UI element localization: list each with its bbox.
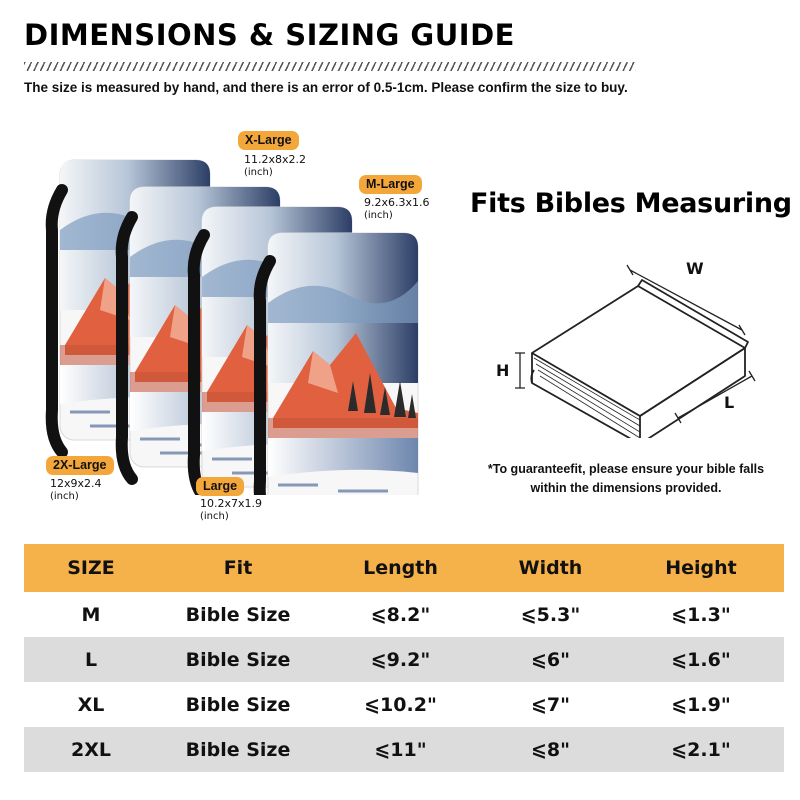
table-row: [24, 637, 784, 682]
cell-height: ⩽1.6": [618, 637, 784, 682]
note-line-2: within the dimensions provided.: [530, 481, 722, 495]
size-dims-2x-large: [50, 477, 102, 503]
size-dims-x-large: [244, 153, 306, 179]
book-dimension-diagram: [490, 248, 780, 438]
width-label: W: [686, 259, 704, 278]
cell-fit: Bible Size: [158, 637, 318, 682]
height-label: H: [496, 361, 510, 380]
dims-unit: (inch): [50, 491, 79, 502]
measurement-disclaimer: The size is measured by hand, and there is an error of 0.5-1cm. Please confirm the size to buy.: [24, 80, 628, 95]
size-tag-2x-large: 2X-Large: [46, 456, 114, 475]
cell-width: ⩽7": [530, 693, 571, 716]
table-header-row: [24, 544, 784, 592]
table-row: [24, 592, 784, 637]
length-label: L: [724, 393, 735, 412]
cell-width: ⩽8": [483, 727, 618, 772]
cell-height: ⩽1.3": [671, 603, 731, 626]
header-fit: Fit: [158, 544, 318, 592]
cell-length: ⩽9.2": [318, 637, 483, 682]
header-length: Length: [318, 544, 483, 592]
size-tag-x-large: X-Large: [238, 131, 299, 150]
dims-unit: (inch): [200, 511, 229, 522]
dims-value: 12x9x2.4: [50, 477, 102, 490]
dims-unit: (inch): [244, 167, 273, 178]
dims-unit: (inch): [364, 210, 393, 221]
dims-value: 9.2x6.3x1.6: [364, 196, 430, 209]
size-tag-large: Large: [196, 477, 244, 496]
fits-bibles-title: Fits Bibles Measuring: [470, 188, 792, 219]
cell-length: ⩽11": [318, 727, 483, 772]
cell-size: L: [24, 637, 158, 682]
fit-guarantee-note: [466, 460, 786, 498]
cell-width: ⩽5.3": [520, 603, 581, 626]
note-line-1: *To guaranteefit, please ensure your bible falls: [487, 462, 765, 476]
cell-size: 2XL: [24, 727, 158, 772]
dims-value: 10.2x7x1.9: [200, 497, 263, 510]
cell-width: ⩽6": [483, 637, 618, 682]
header-size: SIZE: [24, 544, 158, 592]
size-dims-large: [200, 497, 262, 523]
size-tag-m-large: M-Large: [359, 175, 422, 194]
cell-length: ⩽10.2": [364, 693, 437, 716]
size-dims-m-large: [364, 196, 430, 222]
table-row: [24, 727, 784, 772]
dims-value: 11.2x8x2.2: [244, 153, 307, 166]
title-underline-hatch: [24, 62, 636, 71]
cell-height: ⩽2.1": [618, 727, 784, 772]
cell-fit: Bible Size: [185, 603, 291, 626]
header-height: Height: [618, 544, 784, 592]
cell-height: ⩽1.9": [671, 693, 731, 716]
cell-size: XL: [77, 693, 105, 716]
book-outline-icon: [490, 248, 780, 438]
cell-fit: Bible Size: [158, 727, 318, 772]
table-row: [24, 682, 784, 727]
cell-length: ⩽8.2": [370, 603, 431, 626]
page-title: DIMENSIONS & SIZING GUIDE: [24, 18, 515, 52]
cell-fit: Bible Size: [185, 693, 291, 716]
cell-size: M: [81, 603, 101, 626]
header-width: Width: [483, 544, 618, 592]
size-chart-table: [24, 544, 784, 772]
